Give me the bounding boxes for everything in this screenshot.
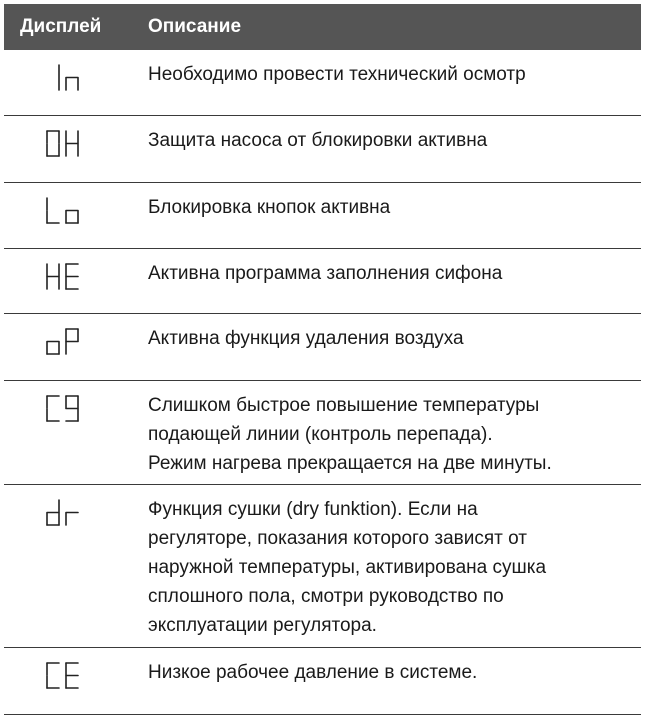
- segment-display: [4, 249, 132, 313]
- segment-char: [47, 396, 59, 421]
- display-code-icon: [44, 328, 88, 356]
- segment-char: [47, 500, 59, 525]
- row-description: Необходимо провести технический осмотр: [148, 64, 526, 85]
- row-description: Защита насоса от блокировки активна: [148, 130, 488, 151]
- segment-char: [66, 513, 78, 526]
- row-description: Слишком быстрое повышение температуры подающей линии (контроль перепада). Режим нагрева прекращается на две минуты.: [148, 395, 552, 474]
- segment-char: [66, 131, 78, 156]
- row-description: Блокировка кнопок активна: [148, 197, 391, 218]
- segment-char: [47, 342, 59, 355]
- segment-display: [4, 381, 132, 484]
- table-header: [4, 4, 641, 50]
- table-row: [4, 50, 641, 116]
- segment-display: [4, 485, 132, 647]
- segment-char: [47, 131, 59, 156]
- display-code-icon: [44, 263, 88, 291]
- segment-char: [66, 78, 78, 91]
- row-description: Активна функция удаления воздуха: [148, 328, 464, 349]
- segment-display: [4, 50, 132, 115]
- segment-char: [66, 396, 78, 421]
- table-row: [4, 116, 641, 183]
- header-description: Описание: [148, 16, 242, 37]
- table-row: [4, 314, 641, 381]
- row-description: Низкое рабочее давление в системе.: [148, 662, 478, 683]
- segment-display: [4, 314, 132, 380]
- table-row: [4, 249, 641, 314]
- row-description: Функция сушки (dry funktion). Если на регуляторе, показания которого зависят от наружной температуры, активирована сушка сплошного пола, смотри руководство по эксплуатации регулятора.: [148, 499, 547, 636]
- segment-char: [47, 198, 59, 223]
- segment-char: [66, 211, 78, 224]
- display-code-icon: [44, 130, 88, 158]
- display-code-icon: [44, 662, 88, 690]
- display-code-icon: [44, 395, 88, 423]
- segment-char: [47, 663, 59, 688]
- segment-char: [66, 329, 78, 354]
- table-row: [4, 648, 641, 715]
- segment-char: [66, 663, 78, 688]
- segment-char: [47, 264, 59, 289]
- display-code-icon: [44, 499, 88, 527]
- segment-char: [66, 264, 78, 289]
- row-description: Активна программа заполнения сифона: [148, 263, 503, 284]
- table-row: [4, 485, 641, 648]
- header-display: Дисплей: [20, 16, 102, 37]
- info-table: [4, 4, 641, 715]
- table-row: [4, 381, 641, 485]
- display-code-icon: [44, 64, 88, 92]
- table-row: [4, 183, 641, 249]
- display-code-icon: [44, 197, 88, 225]
- segment-display: [4, 183, 132, 248]
- segment-display: [4, 116, 132, 182]
- segment-display: [4, 648, 132, 714]
